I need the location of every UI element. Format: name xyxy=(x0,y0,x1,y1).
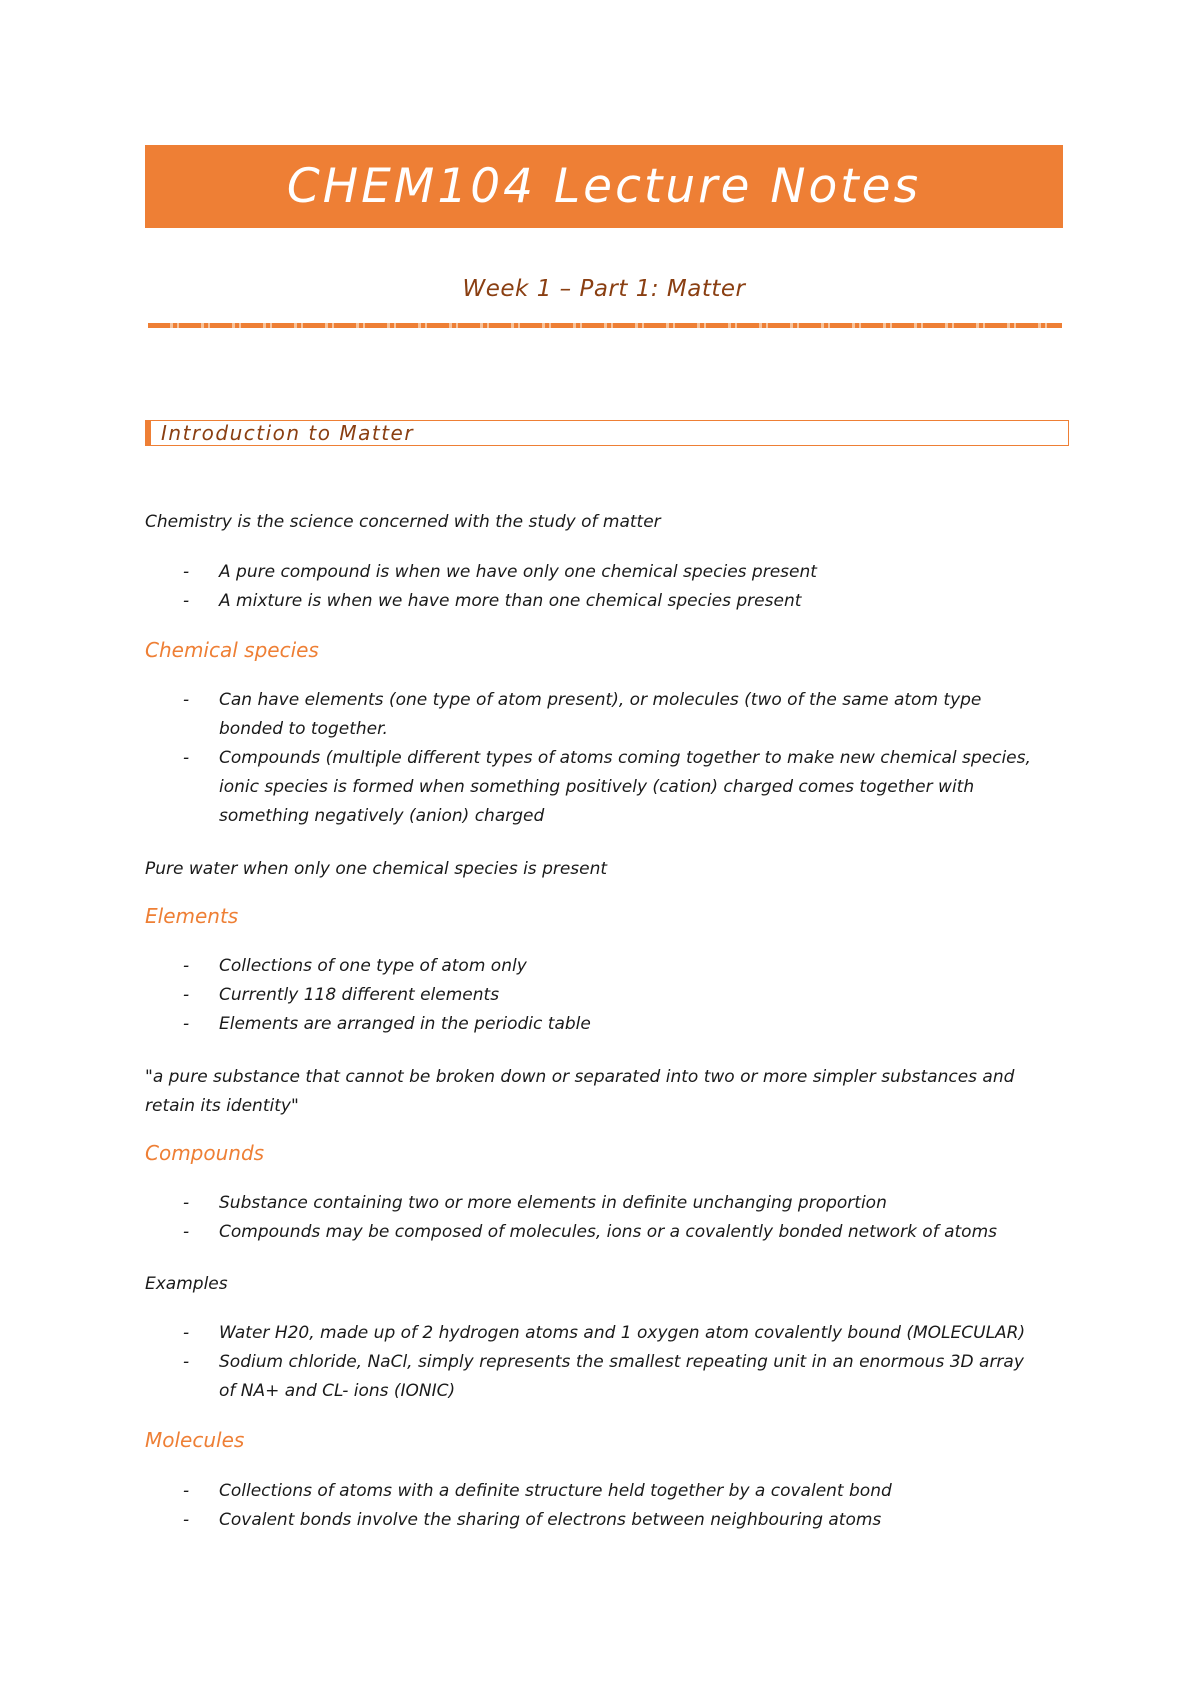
dashed-divider xyxy=(148,323,1062,328)
intro-paragraph: Chemistry is the science concerned with the study of matter xyxy=(145,512,661,532)
intro-list xyxy=(145,558,1045,616)
list-item: - Collections of one type of atom only xyxy=(145,952,1045,981)
list-item: - A mixture is when we have more than one chemical species present xyxy=(145,587,1045,616)
document-subtitle: Week 1 – Part 1: Matter xyxy=(462,276,746,302)
list-item: - Compounds may be composed of molecules, ions or a covalently bonded network of atoms xyxy=(145,1218,1045,1247)
list-item: - Can have elements (one type of atom present), or molecules (two of the same atom type bonded to together. xyxy=(145,686,1045,744)
list-item: - A pure compound is when we have only one chemical species present xyxy=(145,558,1045,587)
list-item: - Substance containing two or more elements in definite unchanging proportion xyxy=(145,1189,1045,1218)
section-heading-box xyxy=(145,420,1069,446)
heading-compounds: Compounds xyxy=(145,1141,265,1165)
heading-elements: Elements xyxy=(145,904,239,928)
heading-molecules: Molecules xyxy=(145,1428,245,1452)
document-title: CHEM104 Lecture Notes xyxy=(145,145,1063,228)
chemical-species-list xyxy=(145,686,1045,831)
examples-label: Examples xyxy=(145,1274,228,1294)
section-heading: Introduction to Matter xyxy=(161,421,415,445)
heading-chemical-species: Chemical species xyxy=(145,638,319,662)
examples-list xyxy=(145,1319,1045,1406)
element-definition-quote: "a pure substance that cannot be broken down or separated into two or more simpler substances and retain its identity" xyxy=(145,1067,1015,1116)
list-item: - Covalent bonds involve the sharing of electrons between neighbouring atoms xyxy=(145,1506,1045,1535)
list-item: - Currently 118 different elements xyxy=(145,981,1045,1010)
list-item: - Sodium chloride, NaCl, simply represents the smallest repeating unit in an enormous 3D array of NA+ and CL- ions (IONIC) xyxy=(145,1348,1045,1406)
list-item: - Elements are arranged in the periodic table xyxy=(145,1010,1045,1039)
list-item: - Water H20, made up of 2 hydrogen atoms and 1 oxygen atom covalently bound (MOLECULAR) xyxy=(145,1319,1045,1348)
compounds-list xyxy=(145,1189,1045,1247)
elements-list xyxy=(145,952,1045,1039)
list-item: - Collections of atoms with a definite structure held together by a covalent bond xyxy=(145,1477,1045,1506)
molecules-list xyxy=(145,1477,1045,1535)
list-item: - Compounds (multiple different types of atoms coming together to make new chemical species, ionic species is formed when something positively (cation) charged comes together with something negatively (anion) charged xyxy=(145,744,1045,831)
pure-water-note: Pure water when only one chemical species is present xyxy=(145,859,608,879)
